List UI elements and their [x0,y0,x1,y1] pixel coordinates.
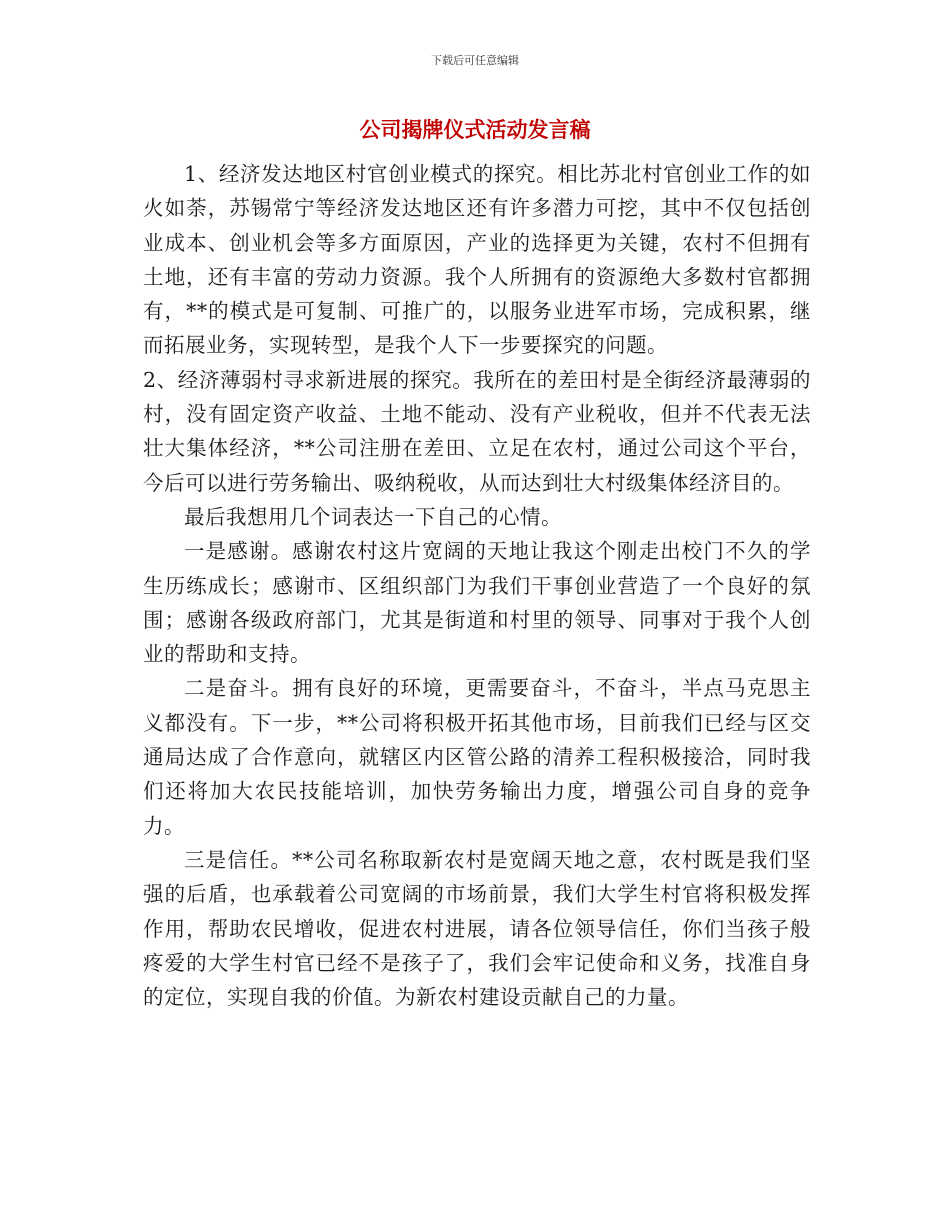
paragraph-4: 一是感谢。感谢农村这片宽阔的天地让我这个刚走出校门不久的学生历练成长；感谢市、区组织部门为我们干事创业营造了一个良好的氛围；感谢各级政府部门，尤其是街道和村里的领导、同事对于我个人创业的帮助和支持。 [143,539,811,667]
paragraph-2: 2、经济薄弱村寻求新进展的探究。我所在的差田村是全街经济最薄弱的村，没有固定资产收益、土地不能动、没有产业税收，但并不代表无法壮大集体经济，**公司注册在差田、立足在农村，通过公司这个平台，今后可以进行劳务输出、吸纳税收，从而达到壮大村级集体经济目的。 [143,367,811,495]
page-header-note: 下载后可任意编辑 [431,54,519,67]
paragraph-1: 1、经济发达地区村官创业模式的探究。相比苏北村官创业工作的如火如荼，苏锡常宁等经济发达地区还有许多潜力可挖，其中不仅包括创业成本、创业机会等多方面原因，产业的选择更为关键，农村不但拥有土地，还有丰富的劳动力资源。我个人所拥有的资源绝大多数村官都拥有，**的模式是可复制、可推广的，以服务业进军市场，完成积累，继而拓展业务，实现转型，是我个人下一步要探究的问题。 [143,162,811,358]
paragraph-5: 二是奋斗。拥有良好的环境，更需要奋斗，不奋斗，半点马克思主义都没有。下一步，**公司将积极开拓其他市场，目前我们已经与区交通局达成了合作意向，就辖区内区管公路的清养工程积极接洽，同时我们还将加大农民技能培训，加快劳务输出力度，增强公司自身的竞争力。 [143,676,811,838]
paragraph-6: 三是信任。**公司名称取新农村是宽阔天地之意，农村既是我们坚强的后盾，也承载着公司宽阔的市场前景，我们大学生村官将积极发挥作用，帮助农民增收，促进农村进展，请各位领导信任，你们当孩子般疼爱的大学生村官已经不是孩子了，我们会牢记使命和义务，找准自身的定位，实现自我的价值。为新农村建设贡献自己的力量。 [143,847,811,1010]
document-title: 公司揭牌仪式活动发言稿 [359,118,591,142]
paragraph-3: 最后我想用几个词表达一下自己的心情。 [184,504,562,529]
document-body [143,157,811,1014]
